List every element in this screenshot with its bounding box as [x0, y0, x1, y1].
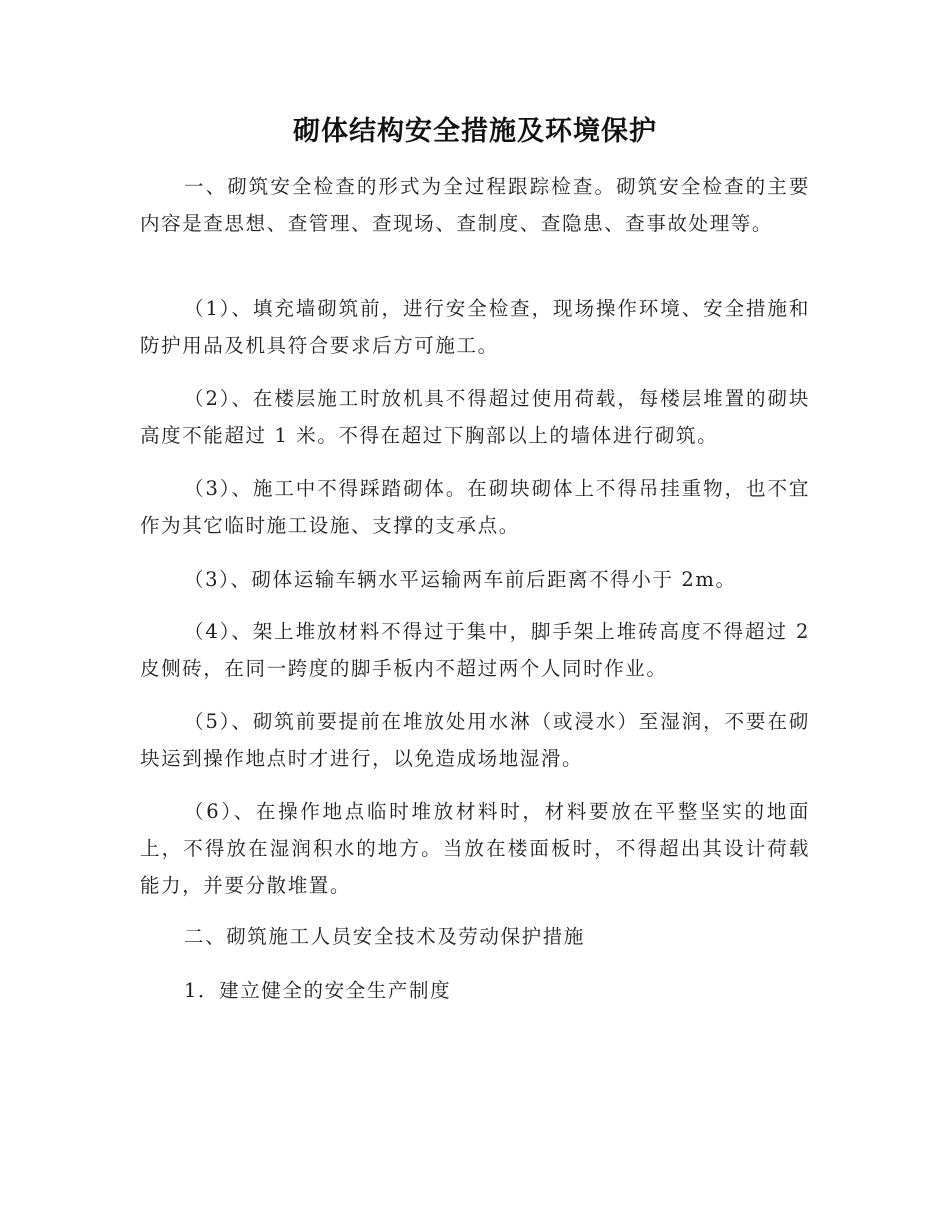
paragraph-item-4: （4）、架上堆放材料不得过于集中，脚手架上堆砖高度不得超过 2 皮侧砖，在同一跨度的脚手板内不超过两个人同时作业。 [140, 620, 810, 680]
paragraph-item-5: （5）、砌筑前要提前在堆放处用水淋（或浸水）至湿润，不要在砌块运到操作地点时才进行，以免造成场地湿滑。 [140, 710, 810, 770]
paragraph-item-6: （6）、在操作地点临时堆放材料时，材料要放在平整坚实的地面上，不得放在湿润积水的地方。当放在楼面板时，不得超出其设计荷载能力，并要分散堆置。 [140, 800, 810, 897]
paragraph-item-3b: （3）、砌体运输车辆水平运输两车前后距离不得小于 2m。 [184, 568, 737, 591]
paragraph-item-1: （1）、填充墙砌筑前，进行安全检查，现场操作环境、安全措施和防护用品及机具符合要求后方可施工。 [140, 297, 810, 357]
section-heading-2: 二、砌筑施工人员安全技术及劳动保护措施 [184, 925, 585, 948]
paragraph-item-3a: （3）、施工中不得踩踏砌体。在砌块砌体上不得吊挂重物，也不宜作为其它临时施工设施、支撑的支承点。 [140, 477, 810, 537]
document-title: 砌体结构安全措施及环境保护 [293, 116, 657, 147]
paragraph-item-2: （2）、在楼层施工时放机具不得超过使用荷载，每楼层堆置的砌块高度不能超过 1 米。不得在超过下胸部以上的墙体进行砌筑。 [140, 387, 810, 447]
paragraph-inspection-form: 一、砌筑安全检查的形式为全过程跟踪检查。砌筑安全检查的主要内容是查思想、查管理、查现场、查制度、查隐患、查事故处理等。 [140, 175, 810, 235]
subsection-heading-1: 1．建立健全的安全生产制度 [184, 979, 452, 1002]
